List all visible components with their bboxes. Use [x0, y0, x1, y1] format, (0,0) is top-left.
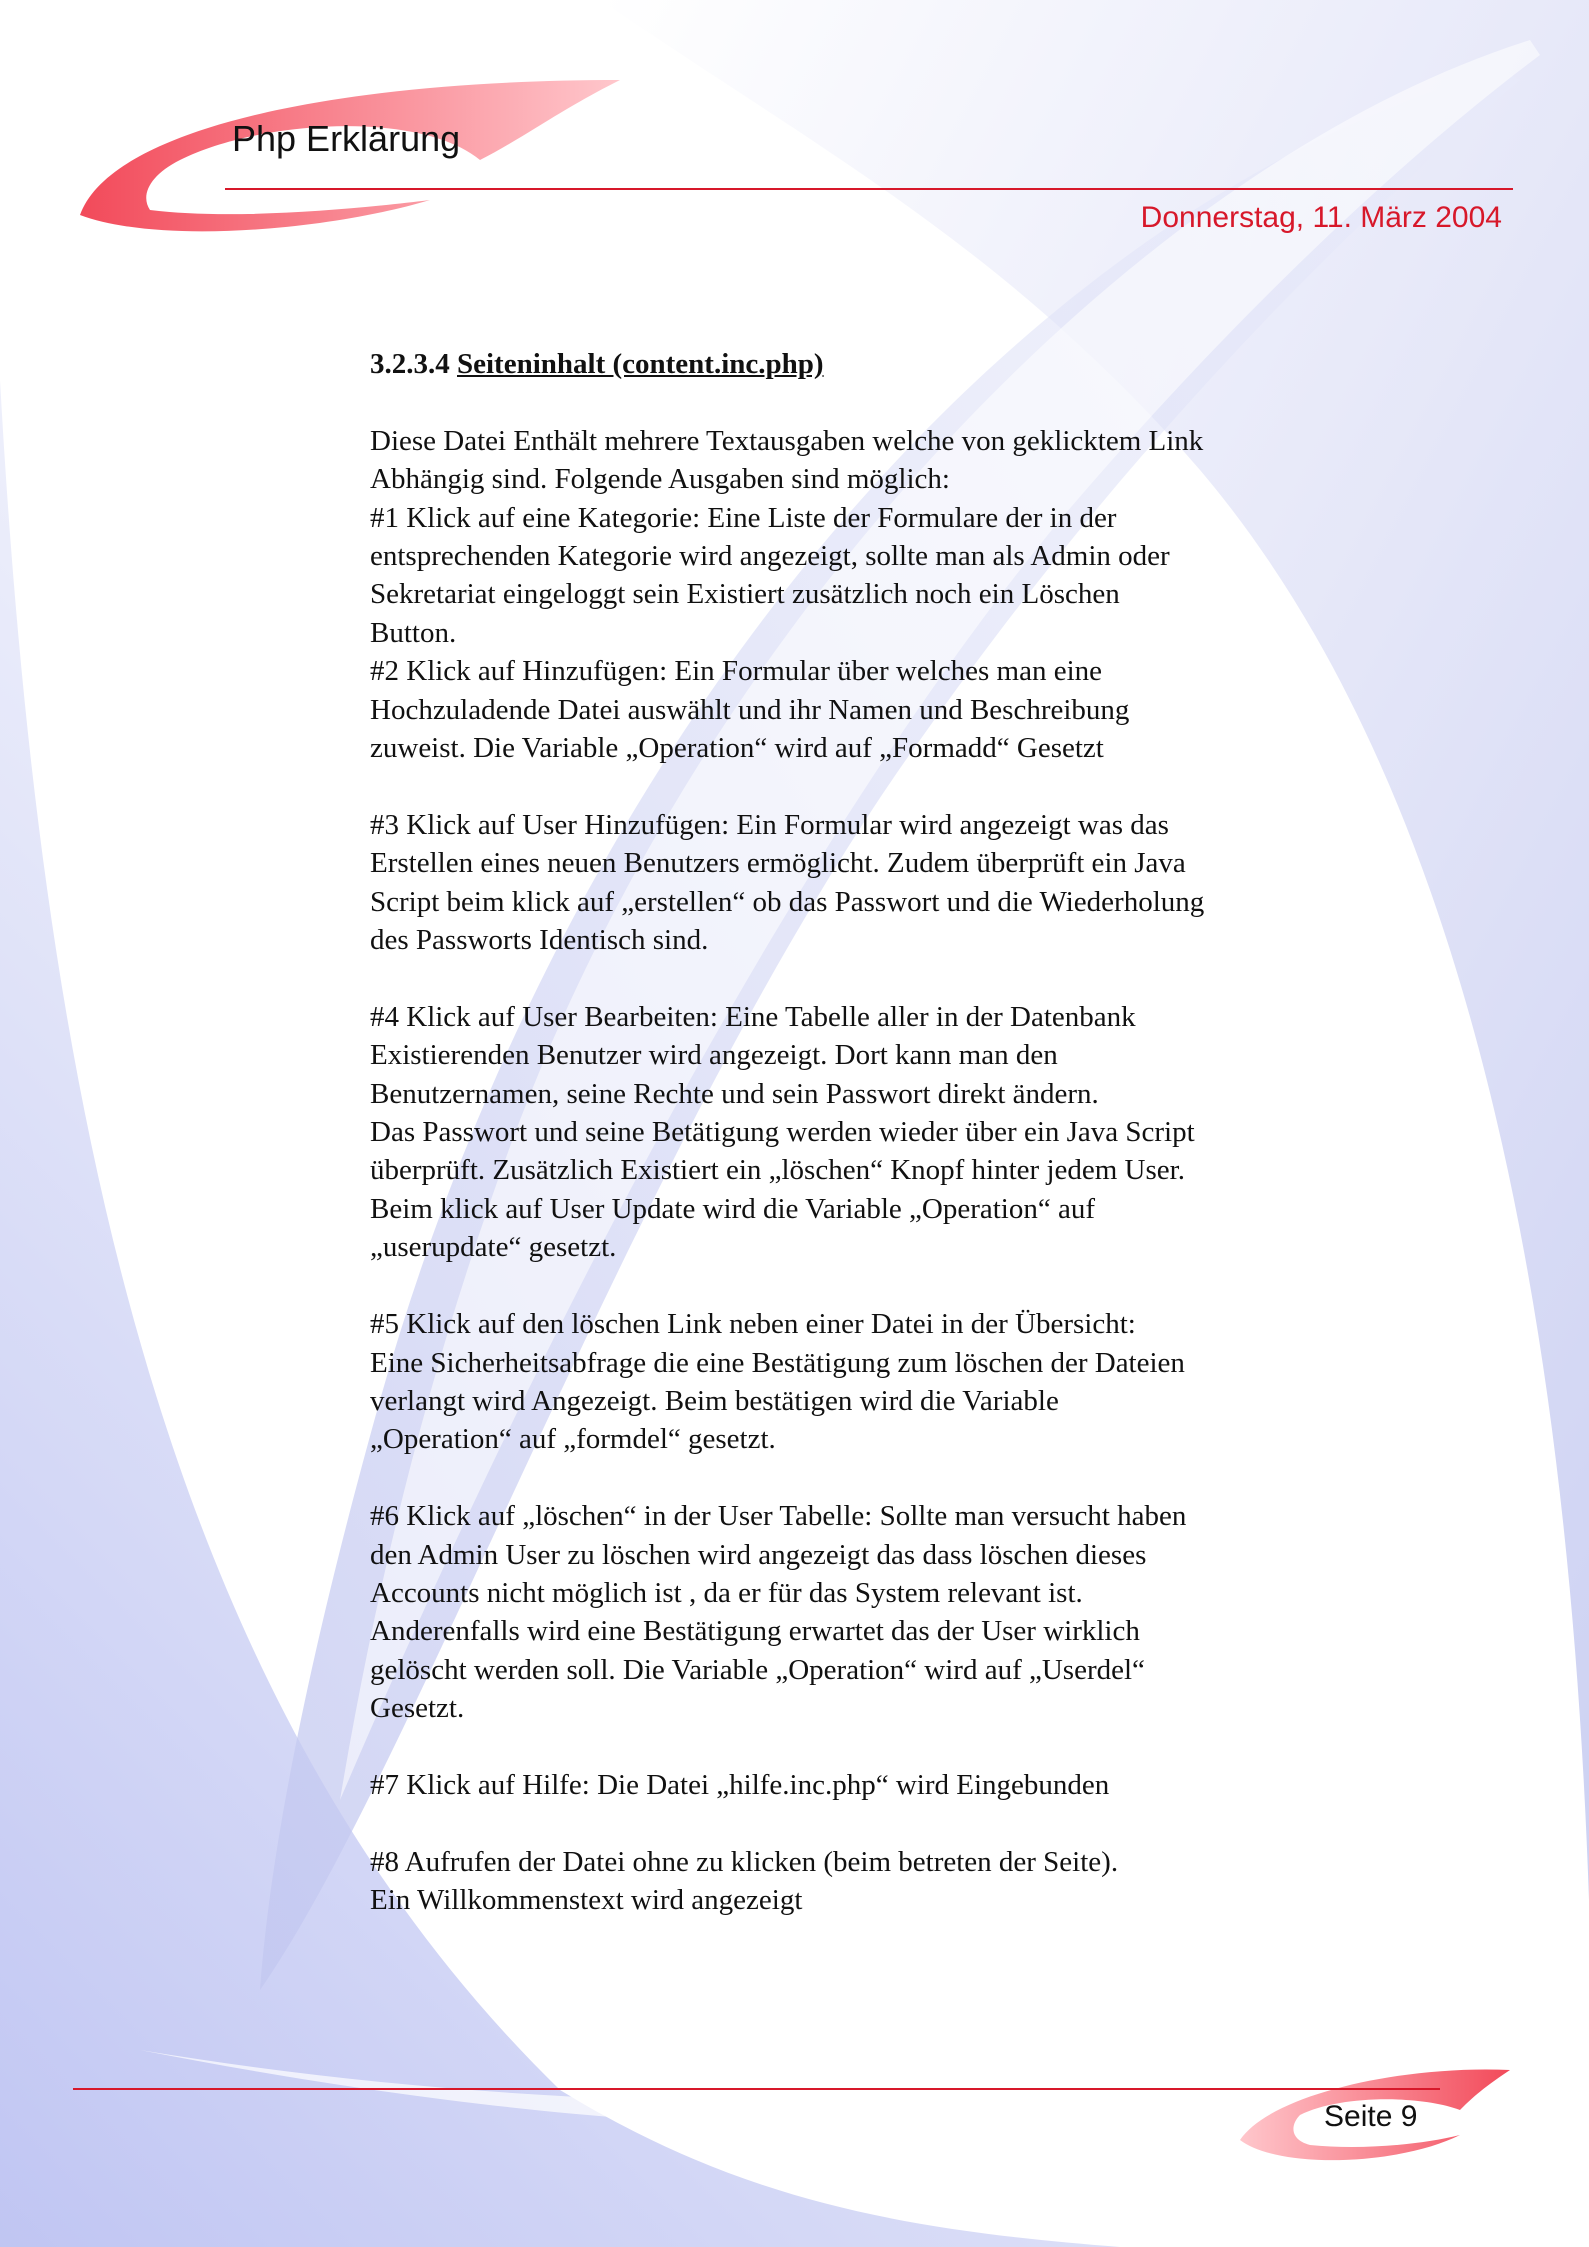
text-line: zuweist. Die Variable „Operation“ wird auf „Formadd“ Gesetzt [370, 732, 1104, 765]
text-line: Script beim klick auf „erstellen“ ob das Passwort und die Wiederholung [370, 885, 1205, 918]
text-line: Anderenfalls wird eine Bestätigung erwartet das der User wirklich [370, 1615, 1140, 1648]
text-line: #2 Klick auf Hinzufügen: Ein Formular über welches man eine [370, 655, 1103, 688]
paragraph [370, 422, 1330, 768]
section-title: Seiteninhalt (content.inc.php) [457, 348, 824, 380]
section-number: 3.2.3.4 [370, 348, 450, 380]
text-line: #5 Klick auf den löschen Link neben einer Datei in der Übersicht: [370, 1308, 1136, 1341]
text-line: überprüft. Zusätzlich Existiert ein „löschen“ Knopf hinter jedem User. [370, 1154, 1185, 1187]
text-line: „userupdate“ gesetzt. [370, 1231, 617, 1264]
footer-divider [73, 2088, 1440, 2090]
text-line: #7 Klick auf Hilfe: Die Datei „hilfe.inc.php“ wird Eingebunden [370, 1768, 1110, 1801]
text-line: Das Passwort und seine Betätigung werden wieder über ein Java Script [370, 1116, 1195, 1149]
text-line: Gesetzt. [370, 1692, 465, 1725]
paragraph [370, 1766, 1330, 1804]
text-line: Button. [370, 616, 457, 649]
text-line: Abhängig sind. Folgende Ausgaben sind möglich: [370, 463, 950, 496]
text-line: Benutzernamen, seine Rechte und sein Passwort direkt ändern. [370, 1077, 1099, 1110]
text-line: Beim klick auf User Update wird die Variable „Operation“ auf [370, 1192, 1095, 1225]
paragraph [370, 1497, 1330, 1727]
text-line: den Admin User zu löschen wird angezeigt das dass löschen dieses [370, 1538, 1147, 1571]
text-line: „Operation“ auf „formdel“ gesetzt. [370, 1423, 776, 1456]
text-line: Erstellen eines neuen Benutzers ermöglicht. Zudem überprüft ein Java [370, 847, 1186, 880]
text-line: Eine Sicherheitsabfrage die eine Bestätigung zum löschen der Dateien [370, 1346, 1185, 1379]
section-heading [370, 345, 1330, 383]
text-line: Diese Datei Enthält mehrere Textausgaben welche von geklicktem Link [370, 424, 1204, 457]
paragraph [370, 1305, 1330, 1459]
text-line: Sekretariat eingeloggt sein Existiert zusätzlich noch ein Löschen [370, 578, 1120, 611]
text-line: Hochzuladende Datei auswählt und ihr Namen und Beschreibung [370, 693, 1130, 726]
header-date: Donnerstag, 11. März 2004 [1140, 201, 1502, 234]
text-line: Existierenden Benutzer wird angezeigt. Dort kann man den [370, 1039, 1058, 1072]
text-line: verlangt wird Angezeigt. Beim bestätigen wird die Variable [370, 1384, 1059, 1417]
text-line: des Passworts Identisch sind. [370, 924, 709, 957]
text-line: entsprechenden Kategorie wird angezeigt, sollte man als Admin oder [370, 540, 1170, 573]
text-line: #4 Klick auf User Bearbeiten: Eine Tabelle aller in der Datenbank [370, 1000, 1136, 1033]
text-line: #6 Klick auf „löschen“ in der User Tabelle: Sollte man versucht haben [370, 1500, 1187, 1533]
text-line: Ein Willkommenstext wird angezeigt [370, 1884, 803, 1917]
paragraph [370, 998, 1330, 1267]
text-line: gelöscht werden soll. Die Variable „Operation“ wird auf „Userdel“ [370, 1653, 1145, 1686]
text-line: #8 Aufrufen der Datei ohne zu klicken (beim betreten der Seite). [370, 1845, 1119, 1878]
paragraph [370, 1843, 1330, 1920]
paragraph [370, 806, 1330, 960]
text-line: Accounts nicht möglich ist , da er für das System relevant ist. [370, 1576, 1083, 1609]
paragraph-list [370, 422, 1330, 1920]
header-title: Php Erklärung [232, 118, 461, 159]
page-number: Seite 9 [1324, 2100, 1418, 2133]
text-line: #1 Klick auf eine Kategorie: Eine Liste der Formulare der in der [370, 501, 1117, 534]
document-body [370, 345, 1330, 1920]
text-line: #3 Klick auf User Hinzufügen: Ein Formular wird angezeigt was das [370, 808, 1169, 841]
header-divider [225, 188, 1513, 190]
